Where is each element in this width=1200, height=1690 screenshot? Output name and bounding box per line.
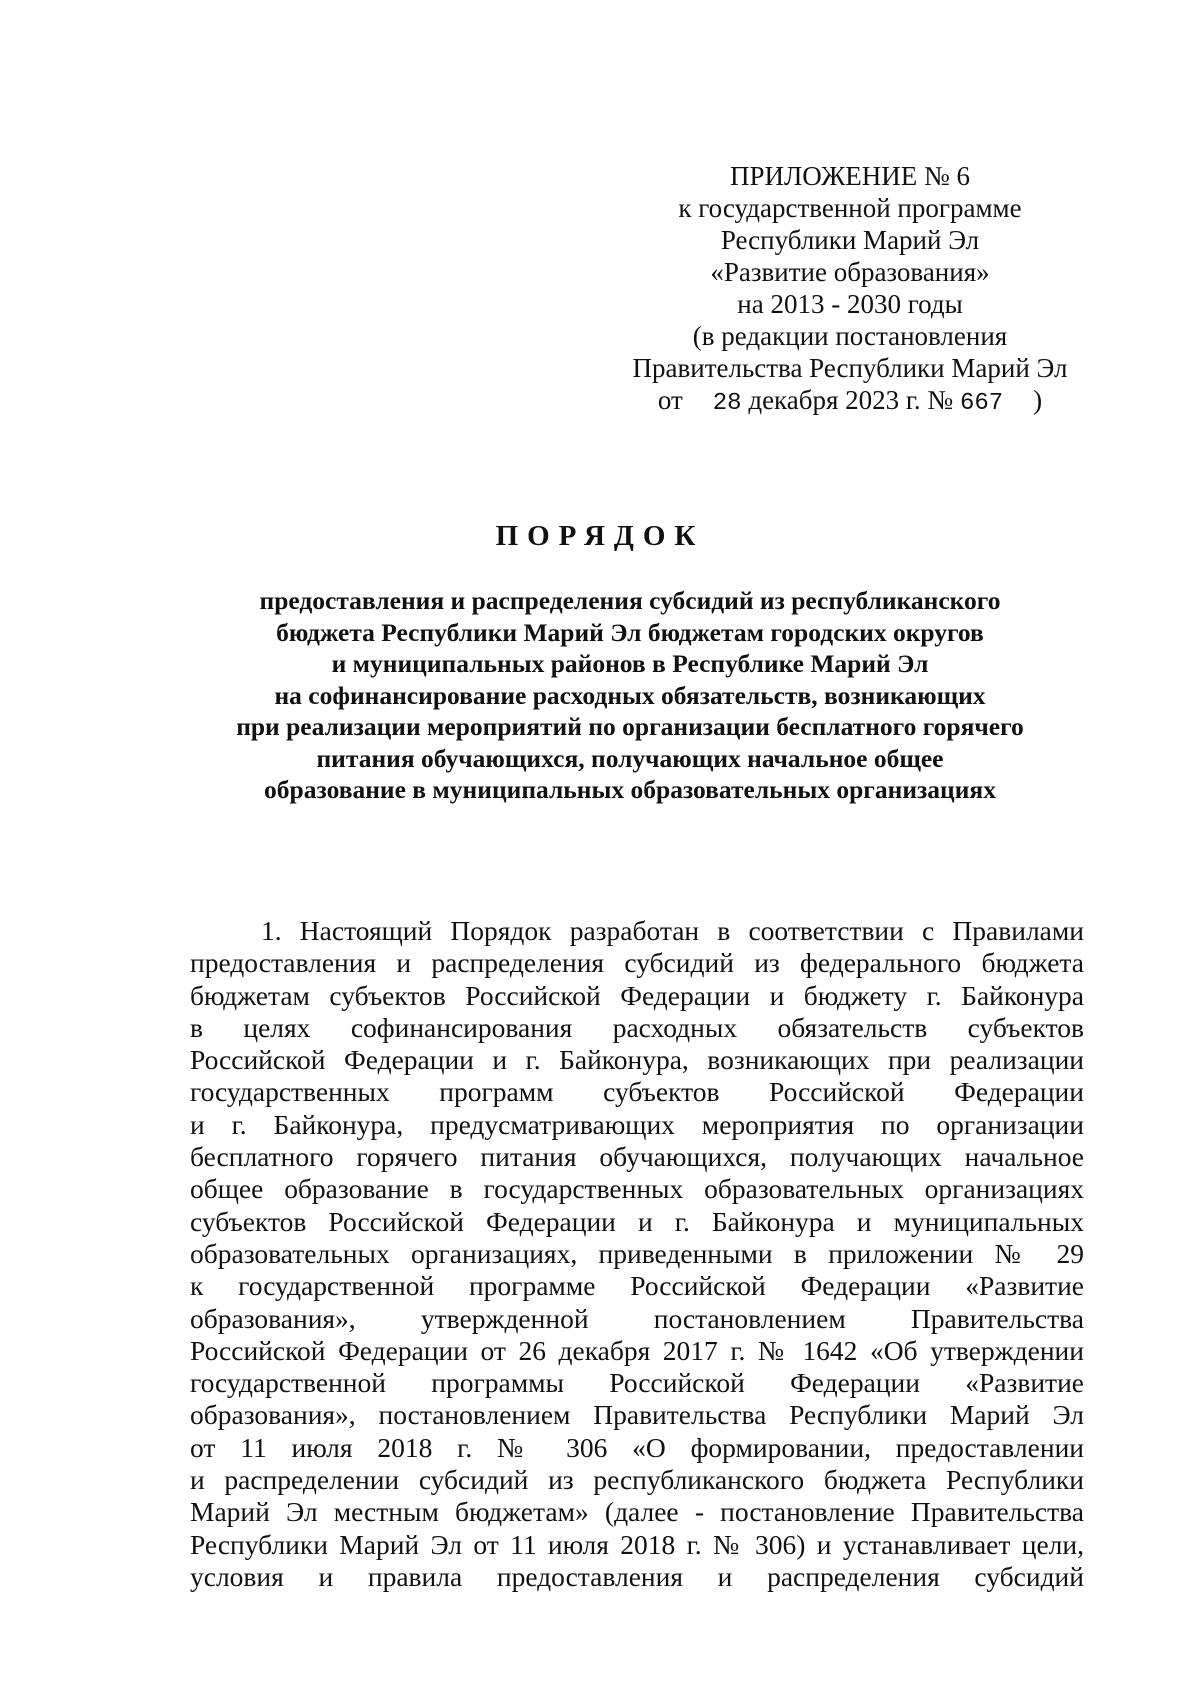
paragraph-line: Российской Федерации и г. Байконура, возникающих при реализации — [190, 1044, 1084, 1076]
paragraph-line: образовательных организациях, приведенными в приложении № 29 — [190, 1237, 1084, 1269]
date-prefix: от — [657, 385, 683, 415]
paragraph-line: и г. Байконура, предусматривающих мероприятия по организации — [190, 1108, 1084, 1140]
paragraph-line: субъектов Российской Федерации и г. Байконура и муниципальных — [190, 1205, 1084, 1237]
subtitle-line: бюджета Республики Марий Эл бюджетам городских округов — [276, 617, 984, 647]
paragraph-line: условия и правила предоставления и распределения субсидий — [190, 1560, 1084, 1592]
date-suffix: ) — [1033, 385, 1043, 415]
paragraph-line: и распределении субсидий из республиканского бюджета Республики — [190, 1464, 1084, 1496]
paragraph-line: в целях софинансирования расходных обязательств субъектов — [190, 1011, 1084, 1043]
subtitle-line: питания обучающихся, получающих начальное общее — [316, 743, 944, 773]
subtitle-line: предоставления и распределения субсидий из республиканского — [259, 586, 1001, 615]
date-month-year: декабря 2023 г. № — [748, 385, 954, 415]
paragraph-line: общее образование в государственных образовательных организациях — [190, 1173, 1084, 1205]
paragraph-line: к государственной программе Российской Федерации «Развитие — [190, 1270, 1084, 1302]
resolution-number: 667 — [959, 390, 1004, 417]
paragraph-1 — [190, 915, 1084, 1593]
paragraph-line: 1. Настоящий Порядок разработан в соответствии с Правилами — [261, 915, 1084, 946]
paragraph-line: образования», постановлением Правительства Республики Марий Эл — [190, 1399, 1084, 1431]
subtitle-line: и муниципальных районов в Республике Марий Эл — [331, 649, 929, 678]
paragraph-line: государственных программ субъектов Российской Федерации — [190, 1076, 1084, 1108]
appendix-number: ПРИЛОЖЕНИЕ № 6 — [729, 161, 971, 191]
appendix-years: на 2013 - 2030 годы — [737, 289, 963, 319]
paragraph-line: Республики Марий Эл от 11 июля 2018 г. № 306) и устанавливает цели, — [190, 1528, 1084, 1560]
document-subtitle — [160, 585, 1100, 806]
subtitle-line: на софинансирование расходных обязательств, возникающих — [274, 680, 986, 710]
appendix-government: Правительства Республики Марий Эл — [632, 353, 1068, 383]
paragraph-line: Марий Эл местным бюджетам» (далее - постановление Правительства — [190, 1496, 1084, 1528]
appendix-program-ref: к государственной программе — [678, 193, 1022, 223]
paragraph-line: бюджетам субъектов Российской Федерации и бюджету г. Байконура — [190, 979, 1084, 1011]
paragraph-line: от 11 июля 2018 г. № 306 «О формировании, предоставлении — [190, 1431, 1084, 1463]
subtitle-line: образование в муниципальных образовательных организациях — [264, 775, 996, 804]
document-title: ПОРЯДОК — [495, 520, 705, 552]
paragraph-line: государственной программы Российской Федерации «Развитие — [190, 1367, 1084, 1399]
appendix-edition: (в редакции постановления — [692, 321, 1008, 351]
appendix-header — [600, 160, 1100, 420]
paragraph-line: бесплатного горячего питания обучающихся, получающих начальное — [190, 1141, 1084, 1173]
appendix-program-name: «Развитие образования» — [710, 257, 990, 287]
paragraph-line: образования», утвержденной постановлением Правительства — [190, 1302, 1084, 1334]
paragraph-line: предоставления и распределения субсидий из федерального бюджета — [190, 947, 1084, 979]
date-day: 28 — [712, 390, 742, 417]
paragraph-line: Российской Федерации от 26 декабря 2017 г. № 1642 «Об утверждении — [190, 1334, 1084, 1366]
appendix-date-line — [600, 384, 1100, 420]
subtitle-line: при реализации мероприятий по организации бесплатного горячего — [236, 712, 1024, 741]
appendix-republic: Республики Марий Эл — [720, 225, 980, 255]
